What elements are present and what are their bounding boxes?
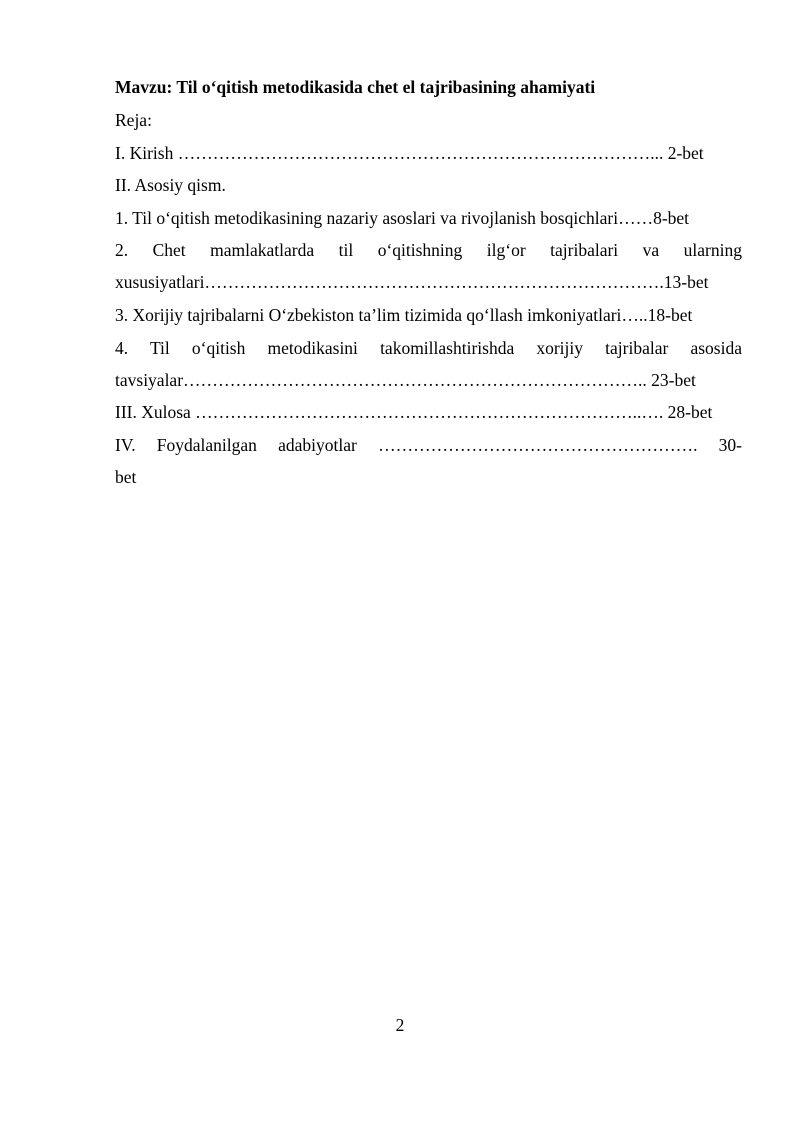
toc-line-main-part: II. Asosiy qism. xyxy=(115,175,226,195)
toc-line-references-part-2: bet xyxy=(115,467,137,487)
toc-line-intro: I. Kirish ………………………………………………………………………... 2-bet xyxy=(115,143,704,163)
document-title: Mavzu: Til o‘qitish metodikasida chet el tajribasining ahamiyati xyxy=(115,77,596,97)
toc-line-section-4-part-2: tavsiyalar…………………………………………………………………….. 23-bet xyxy=(115,370,696,390)
toc-line-section-3: 3. Xorijiy tajribalarni O‘zbekiston ta’lim tizimida qo‘llash imkoniyatlari…..18-bet xyxy=(115,305,693,325)
toc-line-section-4-part-1: 4. Til o‘qitish metodikasini takomillashtirishda xorijiy tajribalar asosida xyxy=(115,338,742,358)
toc-line-section-2-part-2: xususiyatlari…………………………………………………………………….13-bet xyxy=(115,272,709,292)
toc-line-section-1: 1. Til o‘qitish metodikasining nazariy asoslari va rivojlanish bosqichlari……8-bet xyxy=(115,208,690,228)
toc-line-conclusion: III. Xulosa …………………………………………………………………..…. 28-bet xyxy=(115,402,713,422)
page-number: 2 xyxy=(395,1015,405,1035)
toc-line-section-2-part-1: 2. Chet mamlakatlarda til o‘qitishning ilg‘or tajribalari va ularning xyxy=(115,240,742,260)
toc-line-references-part-1: IV. Foydalanilgan adabiyotlar ………………………………………………. 30- xyxy=(115,435,742,455)
plan-label: Reja: xyxy=(115,110,152,130)
